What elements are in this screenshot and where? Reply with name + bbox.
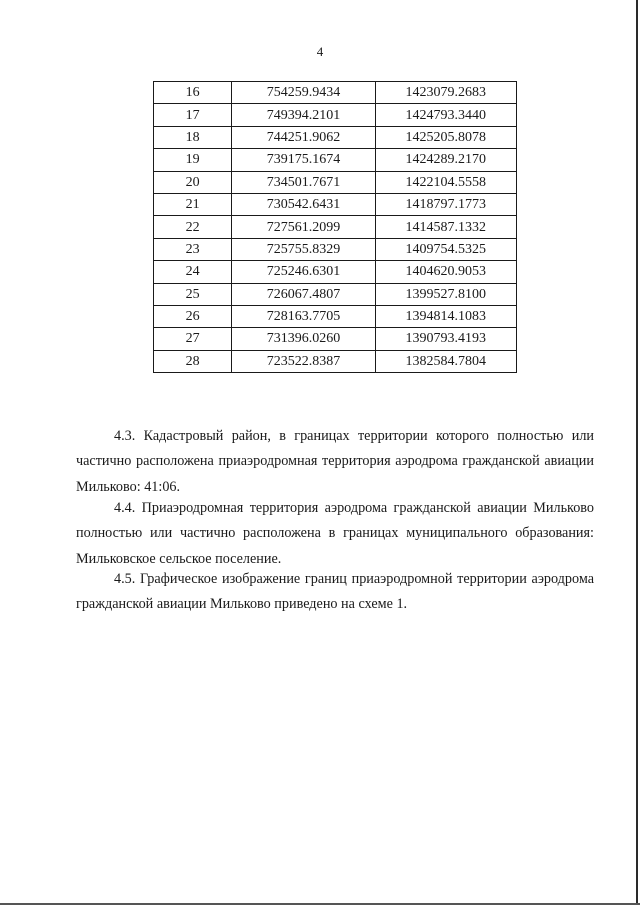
table-row [154, 328, 517, 350]
paragraph-4-4 [76, 496, 594, 572]
page-edge-right [636, 0, 638, 905]
point-number-cell: 20 [154, 171, 232, 193]
table-row [154, 171, 517, 193]
x-coordinate-cell: 744251.9062 [232, 126, 375, 148]
y-coordinate-cell: 1418797.1773 [375, 193, 516, 215]
x-coordinate-cell: 754259.9434 [232, 82, 375, 104]
y-coordinate-cell: 1425205.8078 [375, 126, 516, 148]
x-coordinate-cell: 725755.8329 [232, 238, 375, 260]
y-coordinate-cell: 1390793.4193 [375, 328, 516, 350]
y-coordinate-cell: 1424793.3440 [375, 104, 516, 126]
x-coordinate-cell: 749394.2101 [232, 104, 375, 126]
point-number-cell: 16 [154, 82, 232, 104]
table-row [154, 350, 517, 372]
x-coordinate-cell: 726067.4807 [232, 283, 375, 305]
table-row [154, 238, 517, 260]
table-row [154, 149, 517, 171]
paragraph-4-3 [76, 424, 594, 500]
table-row [154, 216, 517, 238]
point-number-cell: 28 [154, 350, 232, 372]
x-coordinate-cell: 730542.6431 [232, 193, 375, 215]
table-row [154, 261, 517, 283]
coordinates-table [153, 81, 517, 373]
paragraph-4-5 [76, 567, 594, 618]
paragraph-4-3-text: 4.3. Кадастровый район, в границах территории которого полностью или частично расположена приаэродромная территория аэродрома гражданской авиации Мильково: 41:06. [76, 428, 594, 495]
y-coordinate-cell: 1422104.5558 [375, 171, 516, 193]
y-coordinate-cell: 1394814.1083 [375, 305, 516, 327]
y-coordinate-cell: 1399527.8100 [375, 283, 516, 305]
y-coordinate-cell: 1414587.1332 [375, 216, 516, 238]
y-coordinate-cell: 1423079.2683 [375, 82, 516, 104]
table-row [154, 126, 517, 148]
point-number-cell: 24 [154, 261, 232, 283]
table-row [154, 193, 517, 215]
x-coordinate-cell: 731396.0260 [232, 328, 375, 350]
x-coordinate-cell: 725246.6301 [232, 261, 375, 283]
point-number-cell: 27 [154, 328, 232, 350]
point-number-cell: 26 [154, 305, 232, 327]
x-coordinate-cell: 739175.1674 [232, 149, 375, 171]
y-coordinate-cell: 1404620.9053 [375, 261, 516, 283]
table-row [154, 104, 517, 126]
x-coordinate-cell: 728163.7705 [232, 305, 375, 327]
point-number-cell: 18 [154, 126, 232, 148]
point-number-cell: 21 [154, 193, 232, 215]
paragraph-4-4-text: 4.4. Приаэродромная территория аэродрома гражданской авиации Мильково полностью или частично расположена в границах муниципального образования: Мильковское сельское поселение. [76, 500, 594, 567]
point-number-cell: 19 [154, 149, 232, 171]
x-coordinate-cell: 734501.7671 [232, 171, 375, 193]
page-number: 4 [316, 44, 324, 59]
table-row [154, 82, 517, 104]
y-coordinate-cell: 1409754.5325 [375, 238, 516, 260]
x-coordinate-cell: 723522.8387 [232, 350, 375, 372]
point-number-cell: 17 [154, 104, 232, 126]
y-coordinate-cell: 1424289.2170 [375, 149, 516, 171]
point-number-cell: 23 [154, 238, 232, 260]
x-coordinate-cell: 727561.2099 [232, 216, 375, 238]
point-number-cell: 25 [154, 283, 232, 305]
paragraph-4-5-text: 4.5. Графическое изображение границ приаэродромной территории аэродрома гражданской авиации Мильково приведено на схеме 1. [76, 571, 594, 613]
table-row [154, 305, 517, 327]
y-coordinate-cell: 1382584.7804 [375, 350, 516, 372]
table-row [154, 283, 517, 305]
coordinates-table-body [154, 82, 517, 373]
point-number-cell: 22 [154, 216, 232, 238]
